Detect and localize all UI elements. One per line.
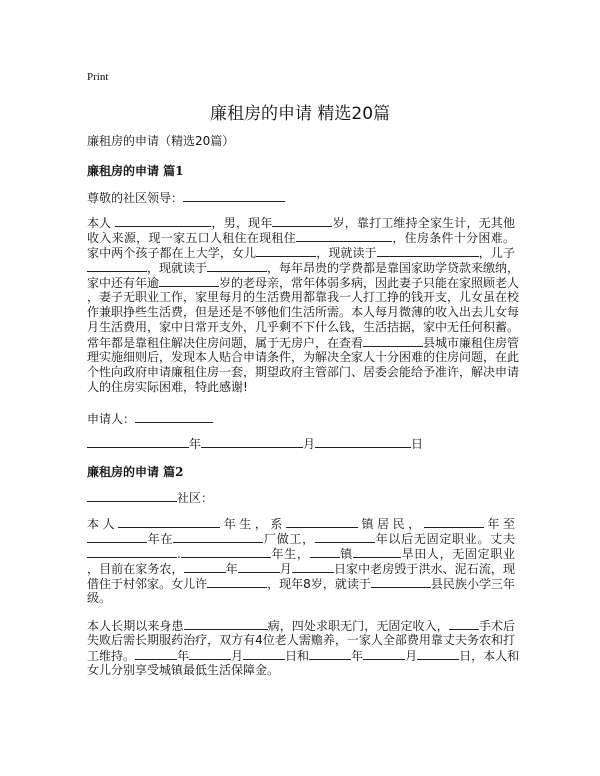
text-run: 年 [189,437,202,451]
text-run: 理实施细则后，发现本人贴合申请条件，为解决全家人十分困难的住房问题，在此 [87,350,520,364]
text-run: 年生， [270,547,310,561]
text-run: 旱田人，无固定职业 [400,547,515,561]
text-run: 日，本人和 [459,649,520,663]
blank-field [87,531,147,543]
text-run: 日 [411,437,424,451]
text-run: 病，四处求职无门，无固定收入， [267,619,449,633]
text-run: 借住于村邻家。女儿许 [87,577,208,591]
text-run: ，现年8岁，就读于 [267,577,371,591]
blank-field [315,531,375,543]
text-run: 岁，靠打工维持全家生计，无其他 [332,216,515,230]
page-title: 廉租房的申请 精选20篇 [209,104,391,124]
text-line [87,576,515,591]
text-run: 岁的老母亲，常年体弱多病，因此妻子只能在家照顾老人 [219,276,520,290]
text-line [87,320,520,335]
text-line [87,335,520,350]
blank-field [371,576,431,588]
text-run: 人的住房实际困难，特此感谢! [87,380,248,394]
text-run: 本人长期以来身患 [87,619,184,633]
text-run: 日家中老房毁于洪水、泥石流，现 [333,562,515,576]
print-link[interactable]: Print [87,71,109,83]
text-run: 日和 [285,649,310,663]
subtitle: 廉租房的申请（精选20篇） [87,134,235,148]
text-run: ，现就读于 [316,246,377,260]
text-line [87,531,515,546]
blank-field [315,436,411,448]
text-line [87,365,520,380]
blank-field [377,245,479,257]
text-line [87,275,520,290]
text-line [87,245,515,260]
text-run: 厂做工， [263,532,315,546]
text-run: ，每年昂贵的学费都是靠国家助学贷款来缴纳， [267,261,520,275]
text-run: ，目前在家务农， [87,562,184,576]
text-line [87,633,515,648]
blank-field [181,546,271,558]
blank-field [256,245,316,257]
section1-heading: 廉租房的申请 篇1 [87,164,184,178]
blank-field [87,260,147,272]
section1-paragraph [87,215,520,395]
text-line [87,561,515,576]
blank-field [135,648,177,660]
text-run: 月 [231,649,244,663]
blank-field [286,516,358,528]
text-run: 申请人： [87,412,136,426]
text-line [87,591,515,606]
text-run: . [177,547,181,561]
blank-field [449,618,479,630]
text-run: 年 [177,649,190,663]
text-run: 县城市廉租住房管 [423,336,520,350]
blank-field [184,561,226,573]
community-line [87,490,213,505]
text-run: 年至 [483,517,515,531]
text-run: 级。 [87,591,112,605]
text-run: 女儿分别享受城镇最低生活保障金。 [87,663,280,677]
text-run: ，儿子 [478,246,515,260]
text-run: 工维持。 [87,649,136,663]
blank-field [87,436,189,448]
text-line [87,260,520,275]
text-run: 年生，系 [220,517,286,531]
text-line [87,290,520,305]
text-run: 年在 [147,532,174,546]
text-run: ，妻子无职业工作，家里每月的生活费用都靠我一人打工挣的钱开支，儿女虽在校 [87,290,520,304]
text-run: 手术后 [478,619,515,633]
text-run: 社区： [177,491,214,505]
section2-paragraph2 [87,618,520,678]
blank-field [135,411,213,423]
blank-field [292,561,334,573]
blank-field [207,576,267,588]
text-run: 月 [405,649,418,663]
blank-field [159,275,219,287]
blank-field [424,516,484,528]
applicant-line [87,411,213,426]
text-run: 月生活费用，家中日常开支外，几乎剩不下什么钱，生活拮据，家中无任何积蓄。 [87,320,520,334]
text-run: 作兼职挣些生活费，但是还是不够他们生活所需。本人每月微薄的收入出去儿女每 [87,305,520,319]
blank-field [189,648,231,660]
blank-field [173,531,263,543]
text-run: 镇 [339,547,353,561]
blank-field [184,618,268,630]
text-line [87,380,515,395]
text-run: ，男，现年 [211,216,273,230]
text-run: ，现就读于 [147,261,208,275]
text-run: 年 [351,649,364,663]
text-line [87,305,520,320]
greeting-line [87,190,285,205]
text-run: 家中两个孩子都在上大学，女儿 [87,246,257,260]
blank-field [310,546,340,558]
text-line [87,215,515,230]
blank-field [309,648,351,660]
text-run: 家中还有年逾 [87,276,160,290]
blank-field [115,215,211,227]
blank-field [363,648,405,660]
blank-field [353,546,401,558]
blank-field [118,516,220,528]
text-run: 年以后无固定职业。丈夫 [374,532,515,546]
blank-field [243,648,285,660]
text-line [87,618,515,633]
blank-field [363,335,423,347]
text-run: 收入来源，现一家五口人租住在现租住 [87,231,297,245]
blank-field [272,215,332,227]
text-run: 镇居民， [357,517,424,531]
text-line [87,648,520,663]
text-run: 年 [225,562,238,576]
text-line [87,516,515,531]
blank-field [183,190,285,202]
text-run: 常年都是靠租住解决住房问题，属于无房户，在查看 [87,336,364,350]
text-run: 月 [303,437,316,451]
blank-field [207,260,267,272]
text-line [87,546,515,561]
section2-heading: 廉租房的申请 篇2 [87,465,184,479]
text-run: 本人 [87,216,116,230]
blank-field [417,648,459,660]
text-line [87,663,515,678]
text-run: 月 [279,562,292,576]
text-line [87,230,515,245]
text-run: ，住房条件十分困难。 [392,231,515,245]
text-line [87,350,520,365]
blank-field [296,230,392,242]
blank-field [87,546,177,558]
blank-field [238,561,280,573]
text-run: 本人 [87,517,119,531]
blank-field [201,436,303,448]
blank-field [87,490,177,502]
text-run: 失败后需长期服药治疗，双方有4位老人需赡养，一家人全部费用靠丈夫务农和打 [87,633,515,647]
section2-paragraph1 [87,516,515,606]
text-run: 县民族小学三年 [430,577,515,591]
text-run: 尊敬的社区领导： [87,191,184,205]
date-line [87,436,423,451]
text-run: 个性向政府申请廉租住房一套，期望政府主管部门、居委会能给予准许，解决申请 [87,365,520,379]
